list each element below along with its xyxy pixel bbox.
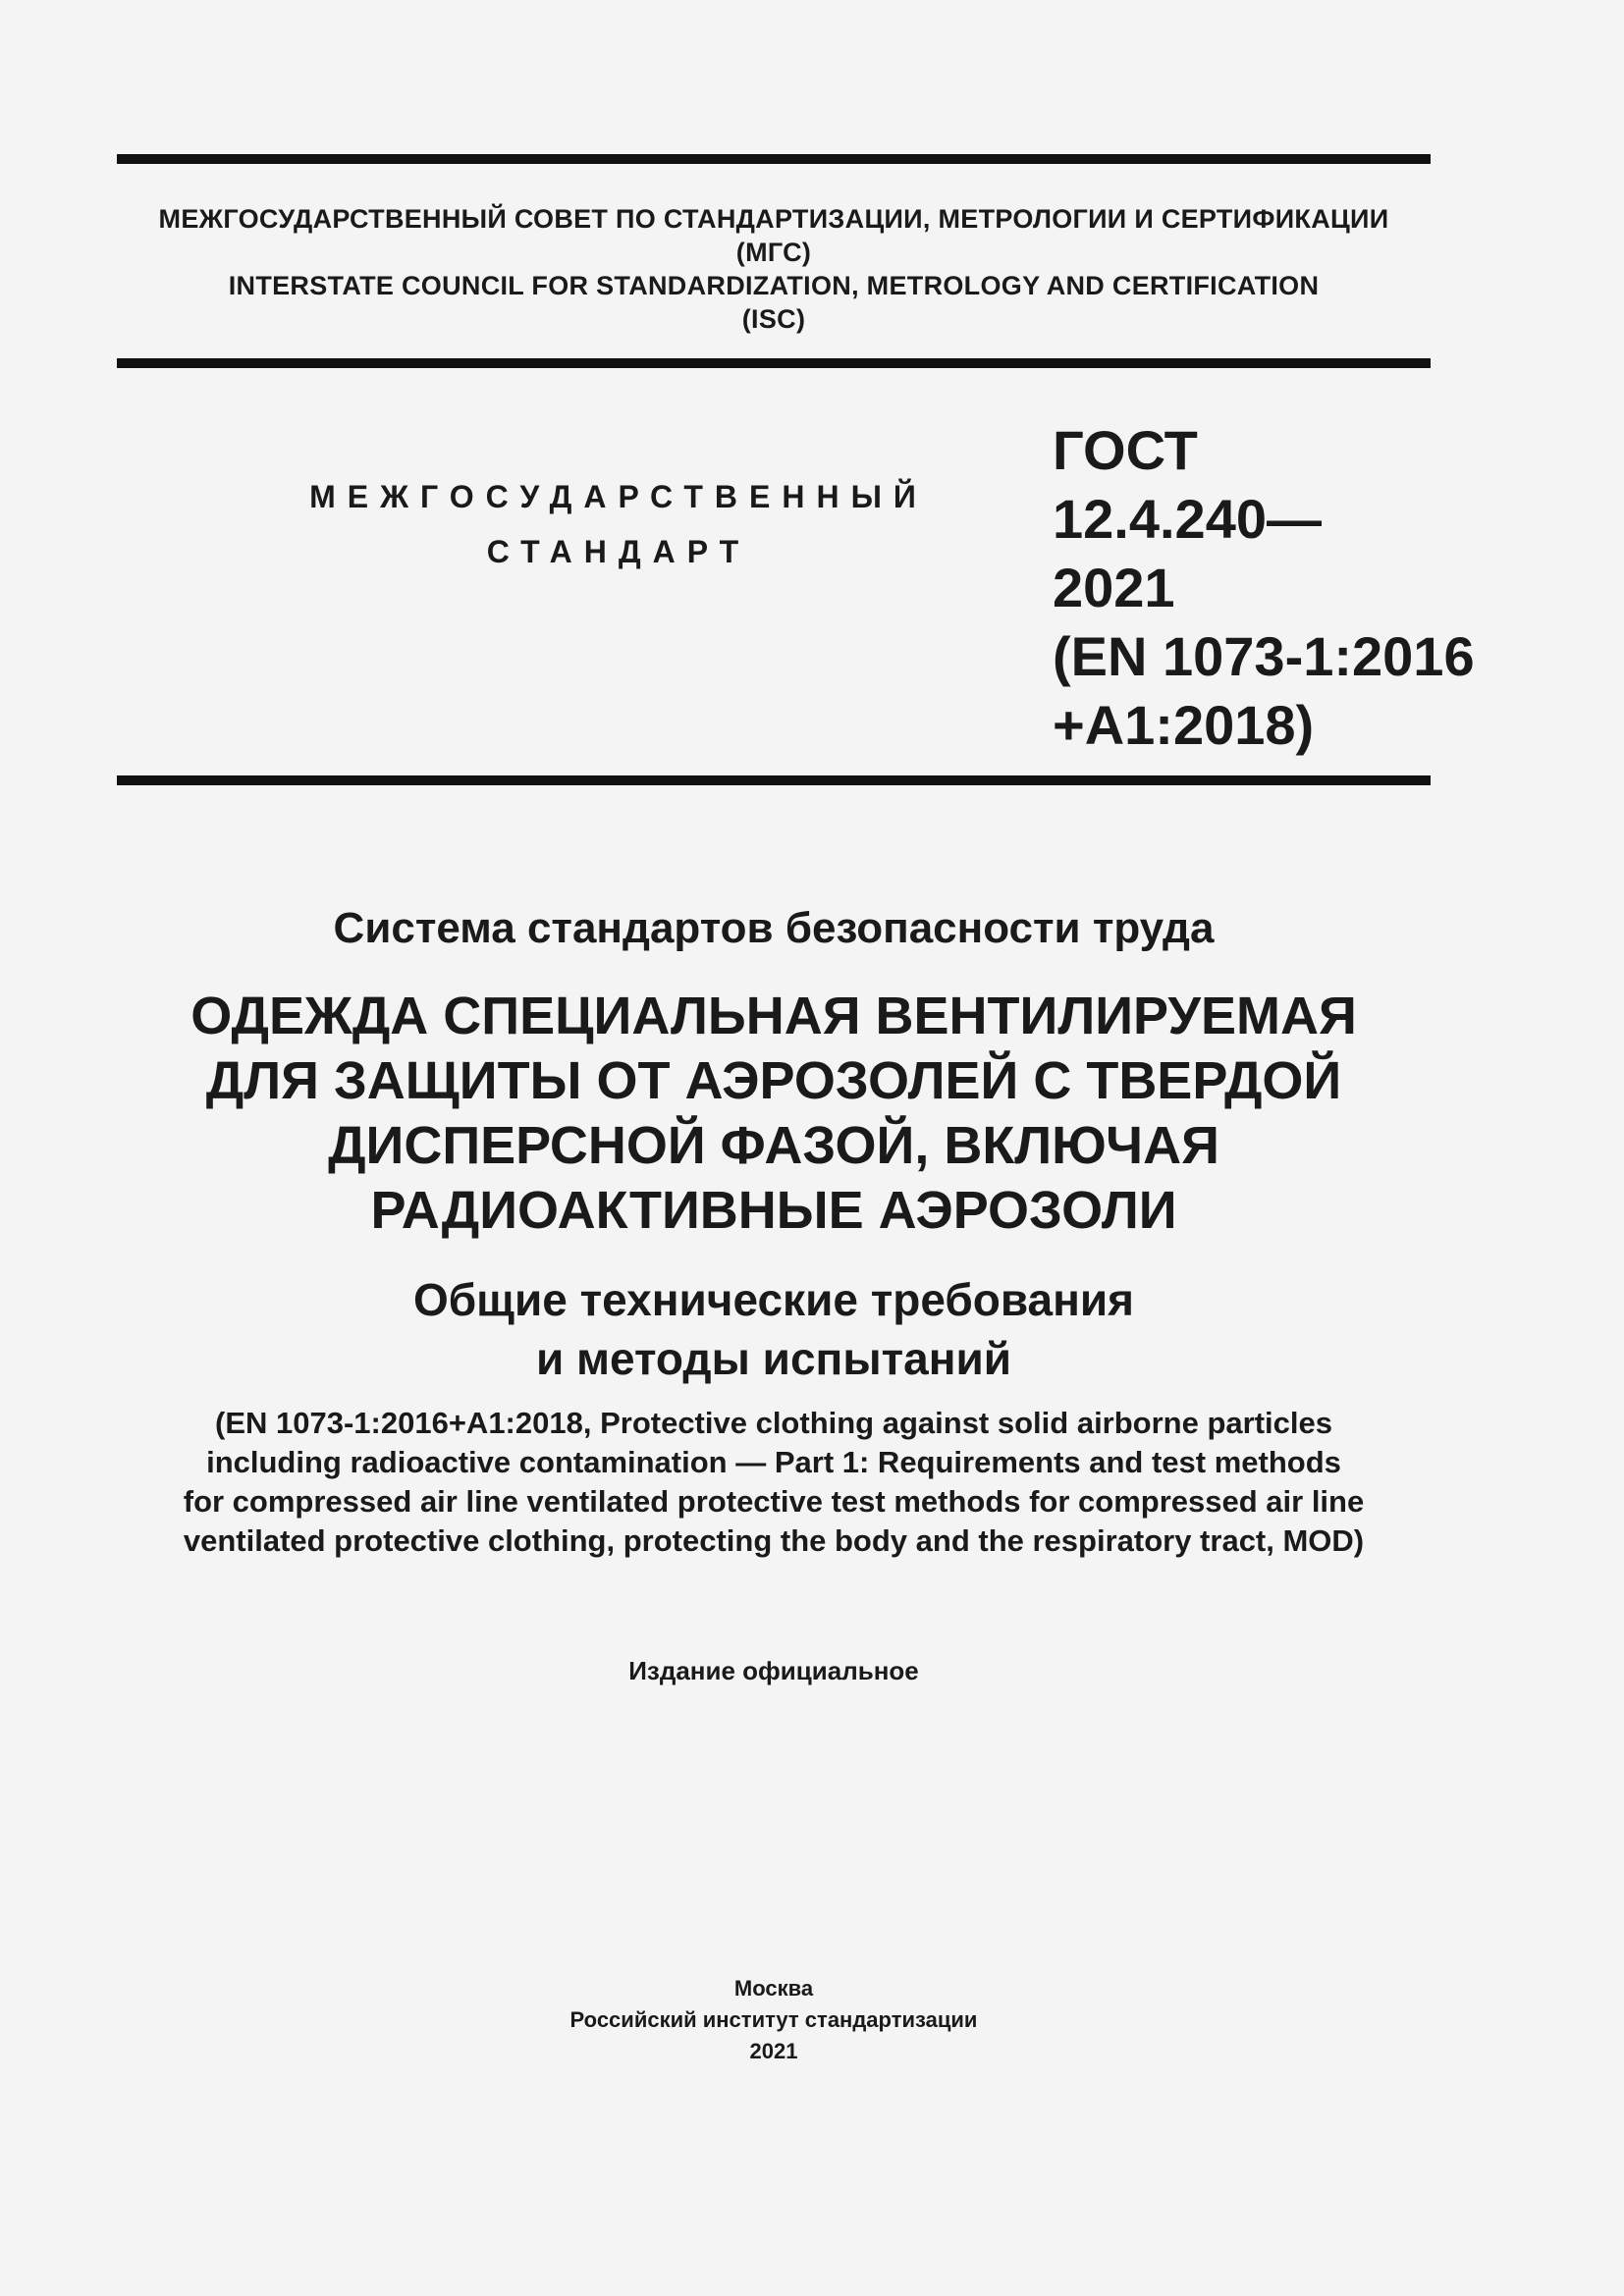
designation-line-3: 2021 <box>1053 557 1175 618</box>
designation-line-1: ГОСТ <box>1053 419 1198 481</box>
top-divider <box>117 154 1431 164</box>
council-en-abbr: (ISC) <box>741 304 806 334</box>
standard-type-line-1: МЕЖГОСУДАРСТВЕННЫЙ <box>309 479 928 514</box>
english-title-line-4: ventilated protective clothing, protecting the body and the respiratory tract, MOD) <box>183 1523 1365 1558</box>
council-ru-name: МЕЖГОСУДАРСТВЕННЫЙ СОВЕТ ПО СТАНДАРТИЗАЦИИ, МЕТРОЛОГИИ И СЕРТИФИКАЦИИ <box>158 204 1389 234</box>
council-ru-abbr: (МГС) <box>735 238 812 267</box>
english-title-line-2: including radioactive contamination — Part 1: Requirements and test methods <box>206 1445 1341 1479</box>
publisher-year: 2021 <box>749 2039 798 2063</box>
designation-divider <box>117 775 1431 785</box>
subtitle <box>117 1270 1431 1388</box>
english-title-line-3: for compressed air line ventilated protective test methods for compressed air line <box>183 1484 1365 1519</box>
standard-type <box>295 469 943 579</box>
designation-line-4: (EN 1073-1:2016 <box>1053 625 1475 687</box>
standard-designation <box>1053 416 1475 760</box>
main-title-line-2: ДЛЯ ЗАЩИТЫ ОТ АЭРОЗОЛЕЙ С ТВЕРДОЙ <box>205 1051 1342 1110</box>
publisher-institute: Российский институт стандартизации <box>569 2007 978 2032</box>
council-divider <box>117 358 1431 368</box>
main-title <box>117 984 1431 1243</box>
designation-line-2: 12.4.240— <box>1053 488 1322 550</box>
main-title-line-1: ОДЕЖДА СПЕЦИАЛЬНАЯ ВЕНТИЛИРУЕМАЯ <box>190 987 1357 1045</box>
designation-line-5: +A1:2018) <box>1053 694 1315 756</box>
subtitle-line-2: и методы испытаний <box>535 1333 1012 1384</box>
publisher-block <box>117 1973 1431 2067</box>
publisher-city: Москва <box>733 1976 814 2001</box>
subtitle-line-1: Общие технические требования <box>412 1274 1134 1325</box>
english-title-line-1: (EN 1073-1:2016+A1:2018, Protective clothing against solid airborne particles <box>215 1406 1332 1440</box>
council-header <box>117 202 1431 336</box>
main-title-line-3: ДИСПЕРСНОЙ ФАЗОЙ, ВКЛЮЧАЯ <box>328 1116 1219 1175</box>
standard-type-line-2: СТАНДАРТ <box>486 534 751 569</box>
english-title <box>117 1404 1431 1561</box>
council-en-name: INTERSTATE COUNCIL FOR STANDARDIZATION, METROLOGY AND CERTIFICATION <box>228 271 1320 300</box>
series-title: Система стандартов безопасности труда <box>333 904 1215 952</box>
main-title-line-4: РАДИОАКТИВНЫЕ АЭРОЗОЛИ <box>370 1181 1177 1240</box>
edition-label: Издание официальное <box>628 1656 919 1685</box>
